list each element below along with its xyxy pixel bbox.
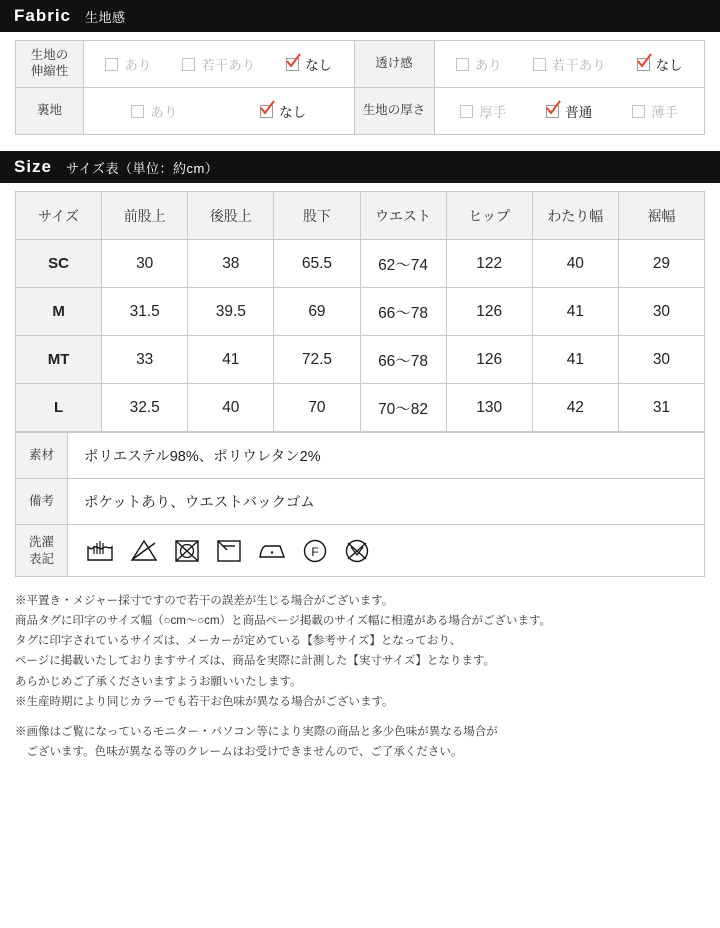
table-row bbox=[16, 384, 705, 432]
cell-thigh: 40 bbox=[532, 240, 618, 288]
checkbox-icon[interactable] bbox=[456, 58, 469, 71]
cell-front-rise: 32.5 bbox=[102, 384, 188, 432]
col-header-back-rise: 後股上 bbox=[188, 192, 274, 240]
option-sheer-jakkan[interactable] bbox=[533, 54, 606, 74]
option-sheer-nashi[interactable] bbox=[637, 54, 683, 74]
cell-hip: 126 bbox=[446, 288, 532, 336]
option-label: 普通 bbox=[565, 105, 593, 120]
option-label: あり bbox=[124, 58, 152, 73]
option-label: 若干あり bbox=[551, 58, 606, 73]
col-header-inseam: 股下 bbox=[274, 192, 360, 240]
note-line: ※平置き・メジャー採寸ですので若干の誤差が生じる場合がございます。 bbox=[15, 595, 394, 607]
fabric-label-thickness: 生地の厚さ bbox=[354, 88, 434, 135]
option-label: 若干あり bbox=[201, 58, 256, 73]
check-mark-icon bbox=[636, 52, 653, 69]
row-header-size: MT bbox=[16, 336, 102, 384]
cell-waist: 62〜74 bbox=[360, 240, 446, 288]
cell-waist: 70〜82 bbox=[360, 384, 446, 432]
check-mark-icon bbox=[285, 52, 302, 69]
cell-back-rise: 41 bbox=[188, 336, 274, 384]
option-stretch-jakkan[interactable] bbox=[182, 54, 255, 74]
no-tumble-dry-icon bbox=[173, 538, 201, 564]
size-title-jp: サイズ表（単位：約cm） bbox=[66, 160, 219, 176]
col-header-hip: ヒップ bbox=[446, 192, 532, 240]
svg-text:F: F bbox=[311, 544, 319, 559]
option-label: あり bbox=[474, 58, 502, 73]
note-line: ございます。色味が異なる等のクレームはお受けできませんので、ご了承ください。 bbox=[15, 745, 463, 758]
row-header-size: L bbox=[16, 384, 102, 432]
option-stretch-nashi[interactable] bbox=[286, 54, 332, 74]
cell-front-rise: 33 bbox=[102, 336, 188, 384]
cell-back-rise: 39.5 bbox=[188, 288, 274, 336]
option-lining-ari[interactable] bbox=[131, 101, 177, 121]
cell-hip: 130 bbox=[446, 384, 532, 432]
note-line: タグに印字されているサイズは、メーカーが定めている【参考サイズ】となっており、 bbox=[15, 635, 462, 648]
cell-inseam: 72.5 bbox=[274, 336, 360, 384]
fabric-options-stretch bbox=[84, 41, 355, 88]
cell-waist: 66〜78 bbox=[360, 336, 446, 384]
col-header-size: サイズ bbox=[16, 192, 102, 240]
table-row bbox=[16, 240, 705, 288]
note-line: ※画像はご覧になっているモニター・パソコン等により実際の商品と多少色味が異なる場合が bbox=[15, 725, 498, 738]
fabric-title-en: Fabric bbox=[14, 6, 72, 25]
product-info-table bbox=[15, 432, 705, 577]
fabric-label-stretch: 生地の 伸縮性 bbox=[16, 41, 84, 88]
col-header-waist: ウエスト bbox=[360, 192, 446, 240]
drip-dry-shade-icon bbox=[215, 538, 243, 564]
info-row-remarks bbox=[16, 479, 705, 525]
option-thickness-futsuu[interactable] bbox=[546, 101, 592, 121]
info-label-wash: 洗濯 表記 bbox=[16, 525, 68, 577]
fabric-section-header bbox=[0, 0, 720, 32]
cell-front-rise: 30 bbox=[102, 240, 188, 288]
wash-icons-cell bbox=[68, 525, 705, 577]
col-header-thigh: わたり幅 bbox=[532, 192, 618, 240]
check-mark-icon bbox=[545, 99, 562, 116]
fabric-table bbox=[15, 40, 705, 135]
cell-front-rise: 31.5 bbox=[102, 288, 188, 336]
dry-clean-f-icon bbox=[301, 538, 329, 564]
cell-inseam: 70 bbox=[274, 384, 360, 432]
checkbox-icon[interactable] bbox=[533, 58, 546, 71]
size-section-header bbox=[0, 151, 720, 183]
fabric-row bbox=[16, 41, 705, 88]
fabric-options-lining bbox=[84, 88, 355, 135]
col-header-front-rise: 前股上 bbox=[102, 192, 188, 240]
checkbox-icon[interactable] bbox=[182, 58, 195, 71]
option-label: なし bbox=[279, 105, 307, 120]
col-header-hem: 裾幅 bbox=[618, 192, 704, 240]
option-stretch-ari[interactable] bbox=[105, 54, 151, 74]
table-row bbox=[16, 336, 705, 384]
option-label: なし bbox=[305, 58, 333, 73]
note-line: 商品タグに印字のサイズ幅（○cm〜○cm）と商品ページ掲載のサイズ幅に相違がある場合がございます。 bbox=[15, 615, 552, 628]
checkbox-icon[interactable] bbox=[260, 105, 273, 118]
cell-inseam: 69 bbox=[274, 288, 360, 336]
checkbox-icon[interactable] bbox=[131, 105, 144, 118]
checkbox-icon[interactable] bbox=[460, 105, 473, 118]
cell-hip: 122 bbox=[446, 240, 532, 288]
cell-back-rise: 38 bbox=[188, 240, 274, 288]
option-thickness-atsude[interactable] bbox=[460, 101, 506, 121]
checkbox-icon[interactable] bbox=[546, 105, 559, 118]
size-table-header-row bbox=[16, 192, 705, 240]
hand-wash-icon bbox=[85, 538, 115, 564]
fabric-row bbox=[16, 88, 705, 135]
note-line: あらかじめご了承くださいますようお願いいたします。 bbox=[15, 675, 302, 688]
fabric-options-thickness bbox=[434, 88, 705, 135]
note-line: ※生産時期により同じカラーでも若干お色味が異なる場合がございます。 bbox=[15, 695, 394, 708]
option-thickness-usude[interactable] bbox=[632, 101, 678, 121]
cell-hip: 126 bbox=[446, 336, 532, 384]
fabric-options-sheer bbox=[434, 41, 705, 88]
low-iron-icon bbox=[257, 538, 287, 564]
option-label: あり bbox=[150, 105, 178, 120]
option-label: なし bbox=[655, 58, 683, 73]
option-sheer-ari[interactable] bbox=[456, 54, 502, 74]
info-label-remarks: 備考 bbox=[16, 479, 68, 525]
cell-inseam: 65.5 bbox=[274, 240, 360, 288]
cell-hem: 31 bbox=[618, 384, 704, 432]
note-line: ページに掲載いたしておりますサイズは、商品を実際に計測した【実寸サイズ】となります。 bbox=[15, 655, 496, 668]
checkbox-icon[interactable] bbox=[637, 58, 650, 71]
cell-waist: 66〜78 bbox=[360, 288, 446, 336]
info-value-material: ポリエステル98%、ポリウレタン2% bbox=[68, 433, 705, 479]
cell-hem: 30 bbox=[618, 336, 704, 384]
cell-back-rise: 40 bbox=[188, 384, 274, 432]
option-lining-nashi[interactable] bbox=[260, 101, 306, 121]
no-wet-clean-icon bbox=[343, 538, 371, 564]
info-value-remarks: ポケットあり、ウエストバックゴム bbox=[68, 479, 705, 525]
option-label: 薄手 bbox=[651, 105, 679, 120]
checkbox-icon[interactable] bbox=[632, 105, 645, 118]
cell-hem: 29 bbox=[618, 240, 704, 288]
check-mark-icon bbox=[259, 99, 276, 116]
table-row bbox=[16, 288, 705, 336]
info-label-material: 素材 bbox=[16, 433, 68, 479]
cell-hem: 30 bbox=[618, 288, 704, 336]
fabric-title-jp: 生地感 bbox=[85, 9, 126, 25]
info-row-material bbox=[16, 433, 705, 479]
row-header-size: M bbox=[16, 288, 102, 336]
fabric-label-lining: 裏地 bbox=[16, 88, 84, 135]
notes-block bbox=[15, 591, 705, 762]
fabric-label-sheer: 透け感 bbox=[354, 41, 434, 88]
size-title-en: Size bbox=[14, 157, 53, 176]
cell-thigh: 41 bbox=[532, 288, 618, 336]
row-header-size: SC bbox=[16, 240, 102, 288]
notes-spacer bbox=[15, 712, 705, 722]
info-row-wash bbox=[16, 525, 705, 577]
checkbox-icon[interactable] bbox=[286, 58, 299, 71]
no-bleach-icon bbox=[129, 538, 159, 564]
checkbox-icon[interactable] bbox=[105, 58, 118, 71]
cell-thigh: 41 bbox=[532, 336, 618, 384]
option-label: 厚手 bbox=[479, 105, 507, 120]
cell-thigh: 42 bbox=[532, 384, 618, 432]
size-table bbox=[15, 191, 705, 432]
